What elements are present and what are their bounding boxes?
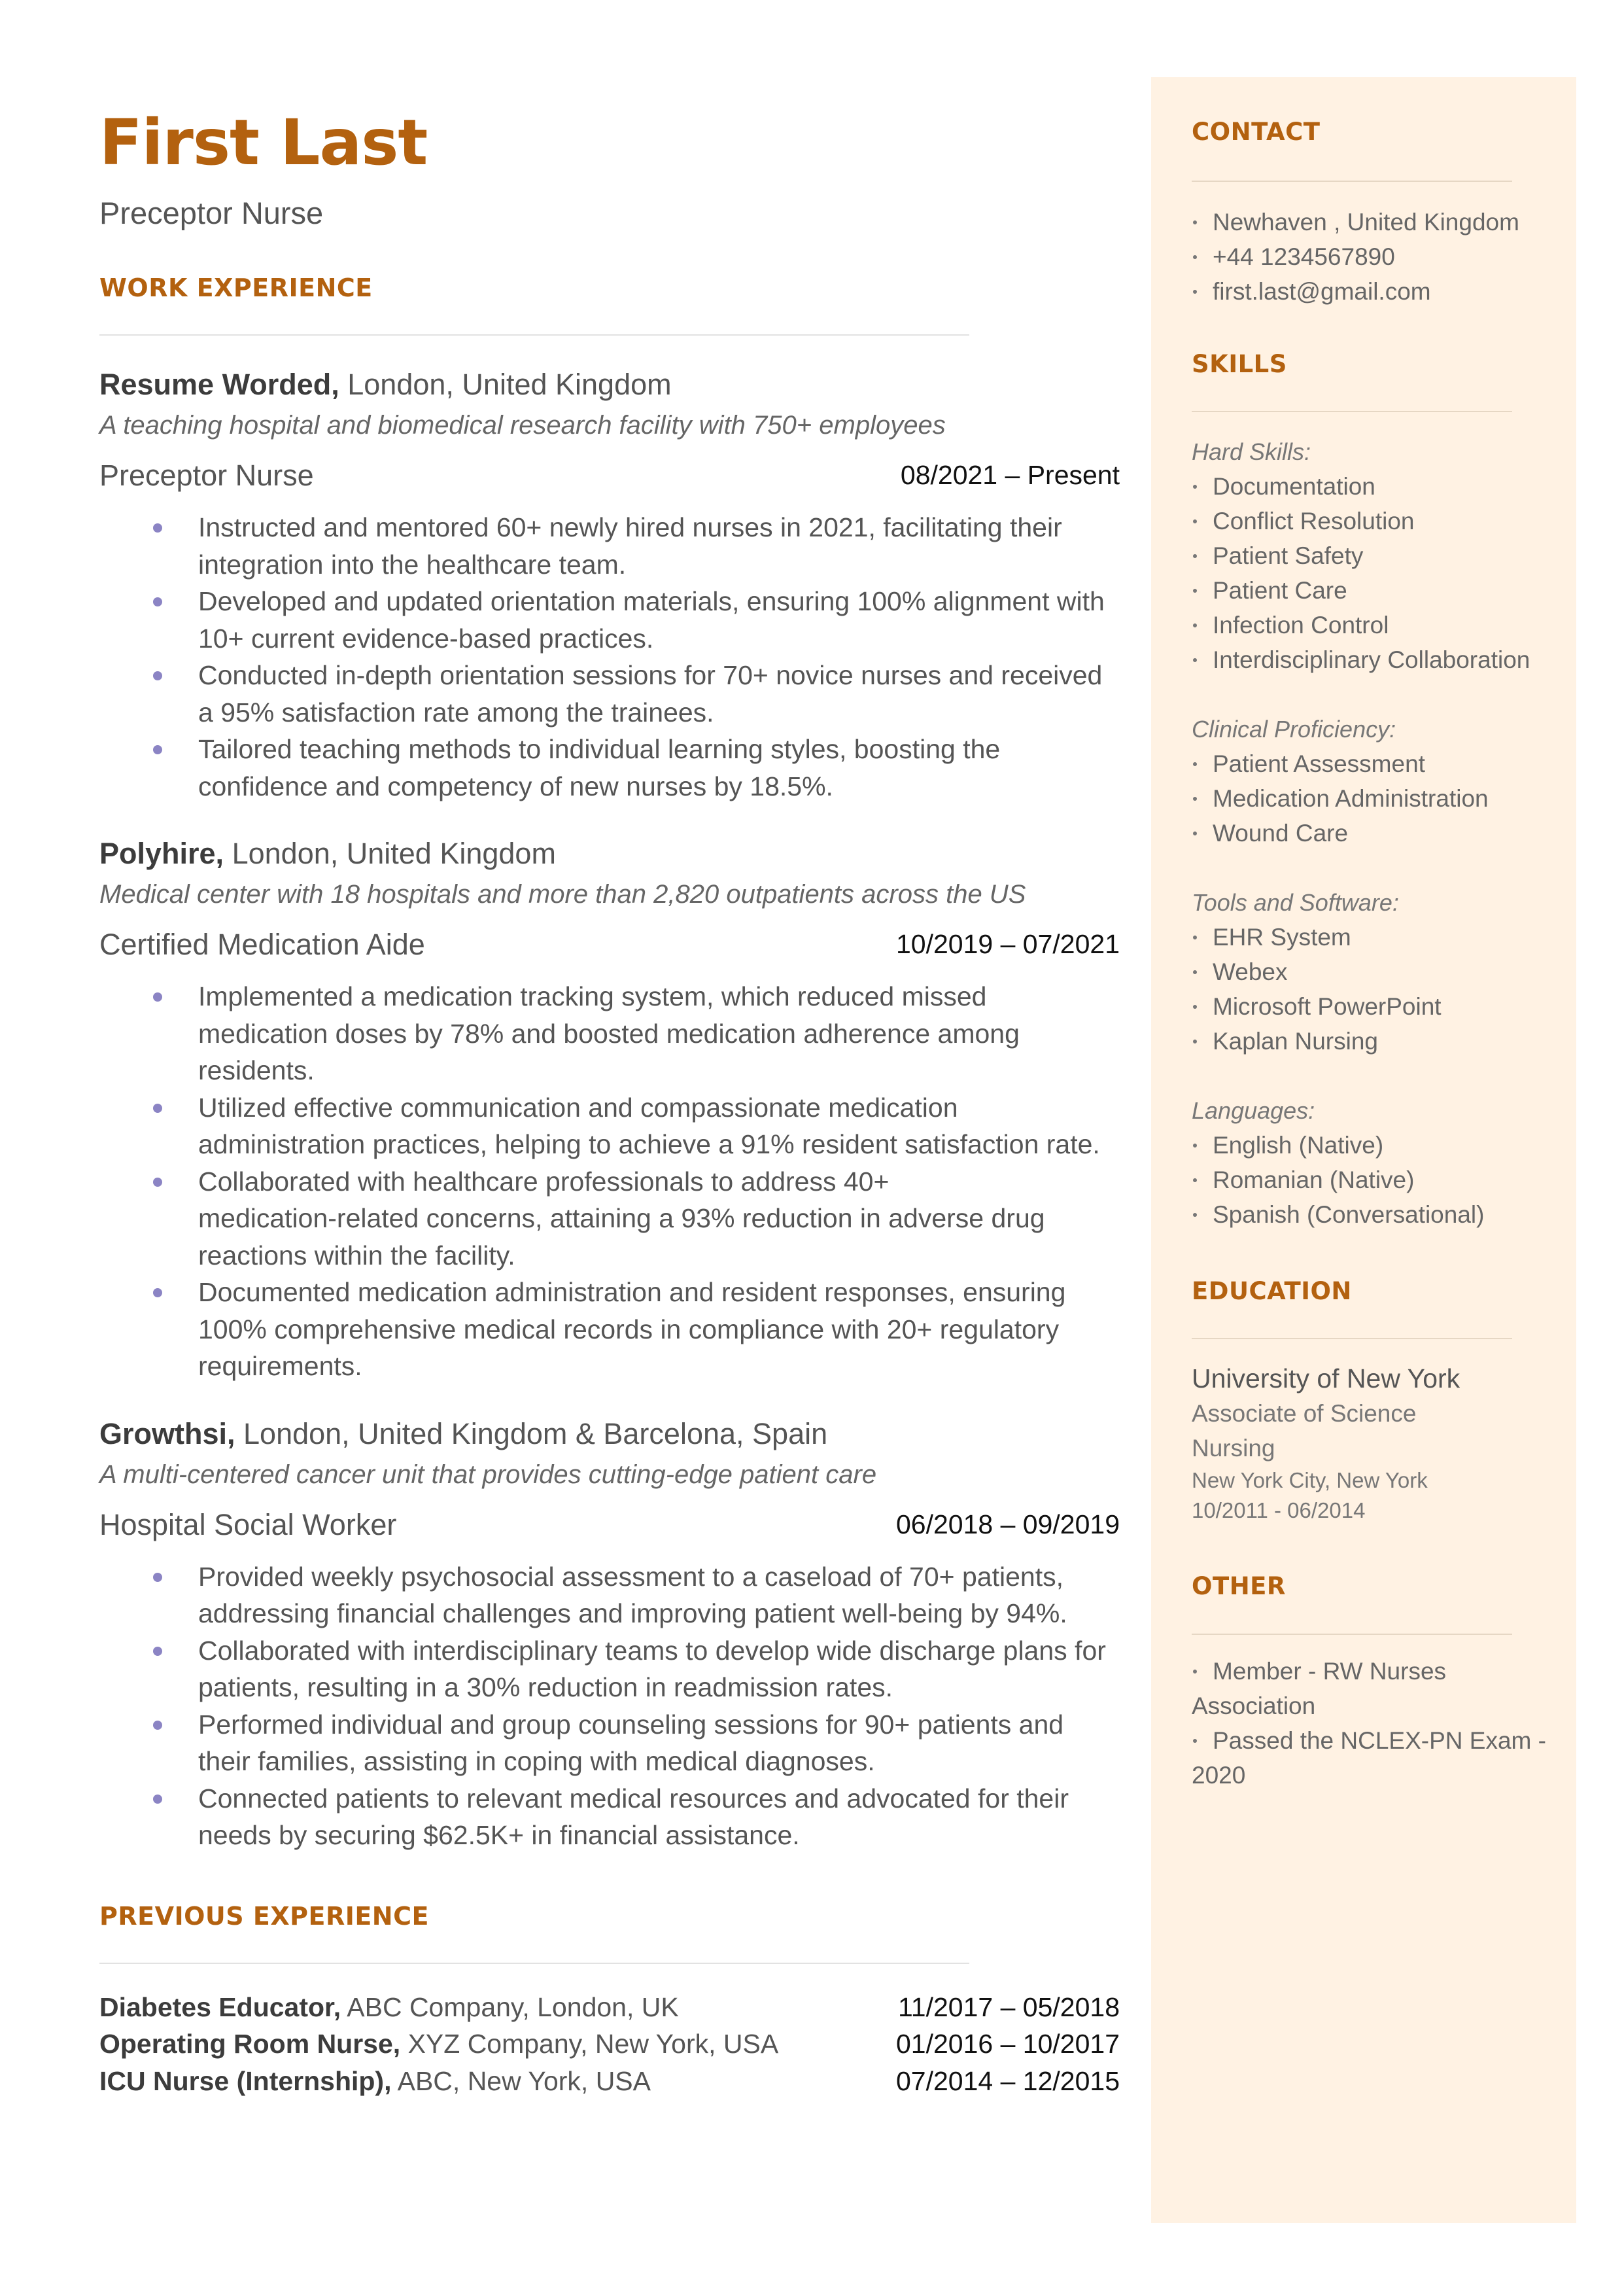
bullet-dot-icon <box>1193 485 1197 489</box>
bullet-line: needs by securing $62.5K+ in financial assistance. <box>198 1820 800 1850</box>
bullet-line: Collaborated with healthcare professionals to address 40+ <box>198 1166 890 1197</box>
job-bullet <box>99 583 1120 657</box>
job-bullet <box>99 1706 1120 1780</box>
job-location: London, United Kingdom <box>224 837 556 870</box>
bullet-line: Instructed and mentored 60+ newly hired nurses in 2021, facilitating their <box>198 512 1062 542</box>
job-role-row <box>99 461 1120 491</box>
other-item <box>1192 1654 1558 1689</box>
skill-name: Microsoft PowerPoint <box>1213 993 1442 1020</box>
job-bullet <box>99 1089 1120 1163</box>
skill-item <box>1192 920 1558 955</box>
bullet-line: medication-related concerns, attaining a 93% reduction in adverse drug <box>198 1203 1045 1233</box>
skills-list <box>1192 434 1558 1232</box>
bullet-line: Tailored teaching methods to individual learning styles, boosting the <box>198 734 1001 764</box>
education-heading: EDUCATION <box>1192 1277 1352 1305</box>
candidate-title: Preceptor Nurse <box>99 196 324 230</box>
bullet-dot-icon <box>1193 1739 1197 1743</box>
education-field: Nursing <box>1192 1435 1275 1462</box>
skill-name: Patient Care <box>1213 577 1347 604</box>
education-degree: Associate of Science <box>1192 1400 1417 1427</box>
skills-group-label: Clinical Proficiency: <box>1192 716 1396 743</box>
bullet-dot-icon <box>153 1104 162 1113</box>
bullet-dot-icon <box>1193 1040 1197 1043</box>
other-line: Member - RW Nurses <box>1213 1658 1447 1685</box>
bullet-line: medication doses by 78% and boosted medication adherence among <box>198 1018 1020 1049</box>
other-heading: OTHER <box>1192 1572 1286 1600</box>
skill-name: Documentation <box>1213 473 1375 500</box>
other-line: Association <box>1192 1692 1316 1719</box>
bullet-dot-icon <box>153 1721 162 1730</box>
bullet-line: 10+ current evidence-based practices. <box>198 623 654 654</box>
section-divider <box>99 334 969 336</box>
contact-value: Newhaven , United Kingdom <box>1213 209 1519 236</box>
job-bullet <box>99 1163 1120 1274</box>
sidebar-divider <box>1192 181 1512 182</box>
job-role: Hospital Social Worker <box>99 1507 397 1541</box>
bullet-line: Collaborated with interdisciplinary teams to develop wide discharge plans for <box>198 1635 1106 1666</box>
skill-name: Romanian (Native) <box>1213 1166 1415 1193</box>
bullet-line: a 95% satisfaction rate among the trainees. <box>198 697 714 727</box>
previous-org: ABC, New York, USA <box>391 2065 651 2096</box>
contact-value: first.last@gmail.com <box>1213 278 1431 305</box>
skill-item <box>1192 816 1558 850</box>
bullet-line: 100% comprehensive medical records in compliance with 20+ regulatory <box>198 1314 1060 1344</box>
job-location: London, United Kingdom <box>339 368 672 401</box>
skill-name: EHR System <box>1213 924 1351 951</box>
job-dates: 06/2018 – 09/2019 <box>896 1509 1120 1539</box>
job-bullets <box>99 1558 1120 1854</box>
previous-org: ABC Company, London, UK <box>341 1991 679 2022</box>
skill-name: Kaplan Nursing <box>1213 1028 1378 1055</box>
job-role: Certified Medication Aide <box>99 928 425 961</box>
bullet-dot-icon <box>153 597 162 606</box>
job-entry <box>99 839 1120 1385</box>
job-bullet <box>99 978 1120 1089</box>
other-list <box>1192 1654 1558 1793</box>
bullet-line: administration practices, helping to achieve a 91% resident satisfaction rate. <box>198 1129 1100 1159</box>
job-company: Polyhire, <box>99 837 224 870</box>
bullet-line: Implemented a medication tracking system, which reduced missed <box>198 981 987 1011</box>
job-bullet <box>99 657 1120 731</box>
bullet-line: patients, resulting in a 30% reduction in readmission rates. <box>198 1672 893 1702</box>
skill-name: English (Native) <box>1213 1132 1384 1159</box>
main-column <box>99 106 1120 2099</box>
sidebar-divider <box>1192 411 1512 412</box>
previous-item-text <box>99 2029 778 2059</box>
bullet-dot-icon <box>1193 589 1197 593</box>
bullet-line: Connected patients to relevant medical resources and advocated for their <box>198 1783 1069 1813</box>
skill-item <box>1192 1128 1558 1163</box>
section-divider <box>99 1963 969 1964</box>
bullet-dot-icon <box>1193 220 1197 224</box>
job-company: Resume Worded, <box>99 368 339 401</box>
job-description: A multi-centered cancer unit that provides cutting-edge patient care <box>99 1460 877 1489</box>
skills-group-label: Tools and Software: <box>1192 889 1399 916</box>
work-experience-heading: WORK EXPERIENCE <box>99 273 373 302</box>
job-description: A teaching hospital and biomedical research facility with 750+ employees <box>99 411 946 440</box>
other-line: 2020 <box>1192 1762 1246 1789</box>
skills-group-spacer <box>1192 677 1558 712</box>
job-bullet <box>99 731 1120 805</box>
skill-item <box>1192 955 1558 989</box>
contact-item <box>1192 274 1558 309</box>
bullet-dot-icon <box>153 671 162 680</box>
job-bullet <box>99 1632 1120 1706</box>
skill-item <box>1192 1163 1558 1197</box>
skills-heading: SKILLS <box>1192 350 1287 378</box>
skill-name: Conflict Resolution <box>1213 508 1415 534</box>
job-dates: 08/2021 – Present <box>900 460 1120 490</box>
skill-name: Webex <box>1213 958 1288 985</box>
bullet-line: their families, assisting in coping with medical diagnoses. <box>198 1746 875 1776</box>
job-dates: 10/2019 – 07/2021 <box>896 929 1120 959</box>
bullet-line: Conducted in-depth orientation sessions for 70+ novice nurses and received <box>198 660 1103 690</box>
previous-dates: 11/2017 – 05/2018 <box>898 1991 1120 2022</box>
bullet-dot-icon <box>1193 658 1197 662</box>
contact-value: +44 1234567890 <box>1213 243 1395 270</box>
previous-dates: 01/2016 – 10/2017 <box>896 2029 1120 2059</box>
bullet-line: addressing financial challenges and improving patient well-being by 94%. <box>198 1598 1067 1628</box>
skill-name: Patient Safety <box>1213 542 1364 569</box>
bullet-line: reactions within the facility. <box>198 1240 515 1270</box>
bullet-dot-icon <box>1193 519 1197 523</box>
bullet-dot-icon <box>1193 832 1197 835</box>
previous-role: ICU Nurse (Internship), <box>99 2065 392 2096</box>
skill-name: Medication Administration <box>1213 785 1489 812</box>
job-location: London, United Kingdom & Barcelona, Spain <box>235 1416 828 1450</box>
sidebar-divider <box>1192 1338 1512 1339</box>
previous-dates: 07/2014 – 12/2015 <box>896 2065 1120 2096</box>
job-bullet <box>99 1558 1120 1632</box>
skill-name: Spanish (Conversational) <box>1213 1201 1485 1228</box>
skills-group-label: Languages: <box>1192 1097 1315 1124</box>
bullet-dot-icon <box>1193 1178 1197 1182</box>
job-entry <box>99 370 1120 805</box>
skill-item <box>1192 538 1558 573</box>
skills-group-label: Hard Skills: <box>1192 438 1311 465</box>
bullet-dot-icon <box>1193 1213 1197 1217</box>
sidebar-divider <box>1192 1634 1512 1635</box>
bullet-dot-icon <box>1193 936 1197 939</box>
job-bullet <box>99 1780 1120 1854</box>
bullet-dot-icon <box>1193 554 1197 558</box>
education-school: University of New York <box>1192 1363 1460 1393</box>
skill-item <box>1192 1024 1558 1059</box>
education-location: New York City, New York <box>1192 1468 1428 1492</box>
bullet-line: integration into the healthcare team. <box>198 549 627 580</box>
education-entry <box>1192 1361 1558 1526</box>
skills-group-spacer <box>1192 850 1558 885</box>
bullet-dot-icon <box>1193 797 1197 801</box>
skill-item <box>1192 781 1558 816</box>
bullet-dot-icon <box>153 1795 162 1804</box>
previous-role: Diabetes Educator, <box>99 1991 341 2022</box>
bullet-dot-icon <box>153 745 162 754</box>
bullet-dot-icon <box>153 1647 162 1656</box>
bullet-dot-icon <box>153 1573 162 1582</box>
bullet-line: residents. <box>198 1055 315 1085</box>
skill-item <box>1192 608 1558 642</box>
previous-experience-heading: PREVIOUS EXPERIENCE <box>99 1901 429 1931</box>
skill-item <box>1192 989 1558 1024</box>
bullet-line: Utilized effective communication and compassionate medication <box>198 1092 958 1123</box>
sidebar <box>1151 77 1576 2223</box>
contact-list <box>1192 205 1558 309</box>
bullet-dot-icon <box>1193 1144 1197 1148</box>
skill-item <box>1192 746 1558 781</box>
bullet-dot-icon <box>1193 1670 1197 1673</box>
other-item <box>1192 1723 1558 1758</box>
previous-item <box>99 2063 1120 2100</box>
job-bullet <box>99 509 1120 583</box>
job-entry <box>99 1416 1120 1854</box>
skill-item <box>1192 573 1558 608</box>
job-bullets <box>99 978 1120 1385</box>
bullet-line: confidence and competency of new nurses by 18.5%. <box>198 771 833 801</box>
bullet-dot-icon <box>153 1178 162 1187</box>
bullet-dot-icon <box>1193 762 1197 766</box>
previous-org: XYZ Company, New York, USA <box>400 2029 779 2059</box>
job-bullets <box>99 509 1120 805</box>
skill-item <box>1192 504 1558 538</box>
bullet-line: Provided weekly psychosocial assessment to a caseload of 70+ patients, <box>198 1561 1063 1592</box>
contact-item <box>1192 205 1558 239</box>
bullet-dot-icon <box>1193 1005 1197 1009</box>
contact-item <box>1192 239 1558 274</box>
bullet-dot-icon <box>153 523 162 533</box>
previous-item <box>99 2025 1120 2063</box>
skills-group-spacer <box>1192 1059 1558 1093</box>
job-role-row <box>99 930 1120 960</box>
bullet-dot-icon <box>153 992 162 1002</box>
skill-item <box>1192 642 1558 677</box>
job-company: Growthsi, <box>99 1416 235 1450</box>
candidate-name: First Last <box>99 106 428 179</box>
bullet-dot-icon <box>1193 290 1197 294</box>
skill-name: Infection Control <box>1213 612 1389 639</box>
previous-item <box>99 1989 1120 2026</box>
job-role-row <box>99 1507 1120 1541</box>
bullet-dot-icon <box>1193 255 1197 259</box>
job-role: Preceptor Nurse <box>99 459 314 492</box>
bullet-line: Developed and updated orientation materials, ensuring 100% alignment with <box>198 586 1105 616</box>
education-dates: 10/2011 - 06/2014 <box>1192 1498 1366 1522</box>
previous-item-text <box>99 2066 651 2096</box>
skill-item <box>1192 469 1558 504</box>
previous-experience-list <box>99 1989 1120 2100</box>
job-bullet <box>99 1274 1120 1385</box>
previous-role: Operating Room Nurse, <box>99 2029 401 2059</box>
bullet-dot-icon <box>1193 970 1197 974</box>
job-company-line <box>99 839 1120 868</box>
skill-name: Wound Care <box>1213 820 1349 847</box>
bullet-line: requirements. <box>198 1351 362 1381</box>
contact-heading: CONTACT <box>1192 118 1321 146</box>
job-description: Medical center with 18 hospitals and more than 2,820 outpatients across the US <box>99 880 1026 909</box>
skill-name: Interdisciplinary Collaboration <box>1213 646 1530 673</box>
job-company-line <box>99 370 1120 399</box>
bullet-dot-icon <box>153 1288 162 1297</box>
bullet-line: Documented medication administration and resident responses, ensuring <box>198 1277 1066 1307</box>
skill-name: Patient Assessment <box>1213 750 1425 777</box>
bullet-line: Performed individual and group counseling sessions for 90+ patients and <box>198 1709 1064 1740</box>
work-experience-list <box>99 370 1120 1854</box>
bullet-dot-icon <box>1193 623 1197 627</box>
previous-item-text <box>99 1992 679 2022</box>
job-company-line <box>99 1416 1120 1450</box>
skill-item <box>1192 1197 1558 1232</box>
other-line: Passed the NCLEX-PN Exam - <box>1213 1727 1546 1754</box>
